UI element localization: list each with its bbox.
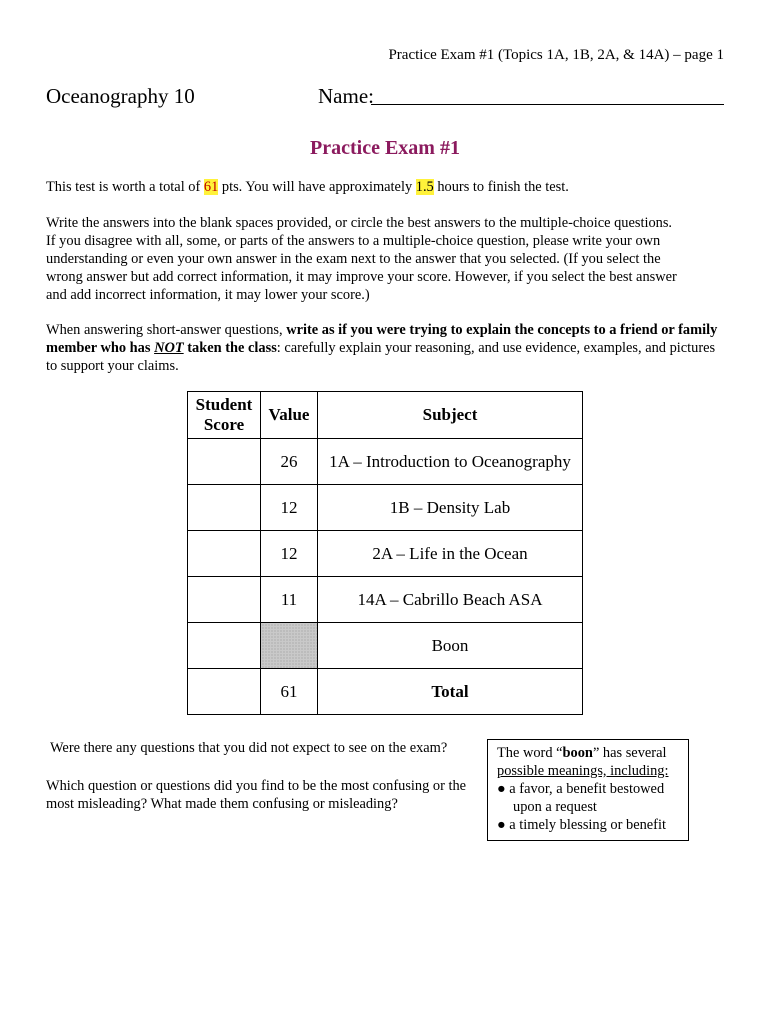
value-cell: 11 (261, 577, 318, 623)
instructions-line: If you disagree with all, some, or parts of the answers to a multiple-choice question, please write your own (46, 233, 661, 249)
intro-paragraph (46, 178, 726, 196)
value-cell: 26 (261, 439, 318, 485)
points-highlight: 61 (203, 179, 219, 195)
instructions-paragraph (46, 214, 726, 304)
table-row (188, 485, 583, 531)
instructions-line: and add incorrect information, it may lower your score.) (46, 287, 370, 303)
value-cell: 61 (261, 669, 318, 715)
score-cell[interactable] (188, 485, 261, 531)
boon-bullet-2: ● a timely blessing or benefit (497, 817, 666, 833)
boon-line-2: possible meanings, including: (497, 763, 669, 779)
boon-bullet-1: ● a favor, a benefit bestowed (497, 781, 665, 797)
intro-text-1: This test is worth a total of (46, 179, 204, 195)
instructions-line: understanding or even your own answer in the exam next to the answer that you selected. (If you select the (46, 251, 661, 267)
subject-cell: 14A – Cabrillo Beach ASA (318, 577, 583, 623)
short-answer-bold-2: taken the class (183, 340, 277, 356)
value-cell: 12 (261, 531, 318, 577)
instructions-line: wrong answer but add correct information, it may improve your score. However, if you select the best answer (46, 269, 677, 285)
header-value: Value (261, 392, 318, 439)
value-cell: 12 (261, 485, 318, 531)
name-label: Name: (318, 84, 374, 108)
table-row (188, 623, 583, 669)
score-cell[interactable] (188, 669, 261, 715)
question-confusing: Which question or questions did you find to be the most confusing or the most misleading? What made them confusing or misleading? (46, 778, 467, 812)
score-cell[interactable] (188, 439, 261, 485)
score-cell[interactable] (188, 623, 261, 669)
score-table (187, 391, 583, 715)
intro-text-2: pts. You will have approximately (218, 179, 416, 195)
subject-cell: 1B – Density Lab (318, 485, 583, 531)
subject-cell: Boon (318, 623, 583, 669)
header-subject: Subject (318, 392, 583, 439)
table-row (188, 531, 583, 577)
short-answer-text-1: When answering short-answer questions, (46, 322, 287, 338)
page-title: Practice Exam #1 (310, 137, 460, 159)
subject-cell: 2A – Life in the Ocean (318, 531, 583, 577)
table-row-total (188, 669, 583, 715)
question-unexpected: Were there any questions that you did not expect to see on the exam? (50, 740, 448, 756)
short-answer-text-2: : carefully explain your reasoning, and use evidence, examples, and pictures to support your claims. (46, 340, 716, 374)
table-row (188, 577, 583, 623)
course-name: Oceanography 10 (46, 84, 195, 108)
header-student-score: Student Score (188, 392, 261, 439)
boon-definition-box (487, 739, 689, 841)
boon-text: The word “ (497, 745, 563, 761)
table-row (188, 439, 583, 485)
boon-bullet-1-cont: upon a request (513, 799, 597, 815)
boon-text: ” has several (592, 745, 667, 761)
instructions-line: Write the answers into the blank spaces provided, or circle the best answers to the multiple-choice questions. (46, 215, 673, 231)
short-answer-paragraph (46, 321, 726, 375)
hours-highlight: 1.5 (415, 179, 434, 195)
value-cell-shaded (261, 623, 318, 669)
subject-cell-total: Total (318, 669, 583, 715)
boon-line-1 (497, 744, 688, 762)
boon-word: boon (562, 745, 593, 761)
short-answer-not: NOT (154, 340, 184, 356)
score-cell[interactable] (188, 577, 261, 623)
table-header-row (188, 392, 583, 439)
name-blank-line[interactable] (371, 104, 724, 105)
short-answer-bold-1: write as if you were trying to explain the concepts to a friend or family member who has (46, 322, 718, 356)
intro-text-3: hours to finish the test. (433, 179, 569, 195)
subject-cell: 1A – Introduction to Oceanography (318, 439, 583, 485)
score-cell[interactable] (188, 531, 261, 577)
page-header: Practice Exam #1 (Topics 1A, 1B, 2A, & 14A) – page 1 (388, 47, 724, 63)
